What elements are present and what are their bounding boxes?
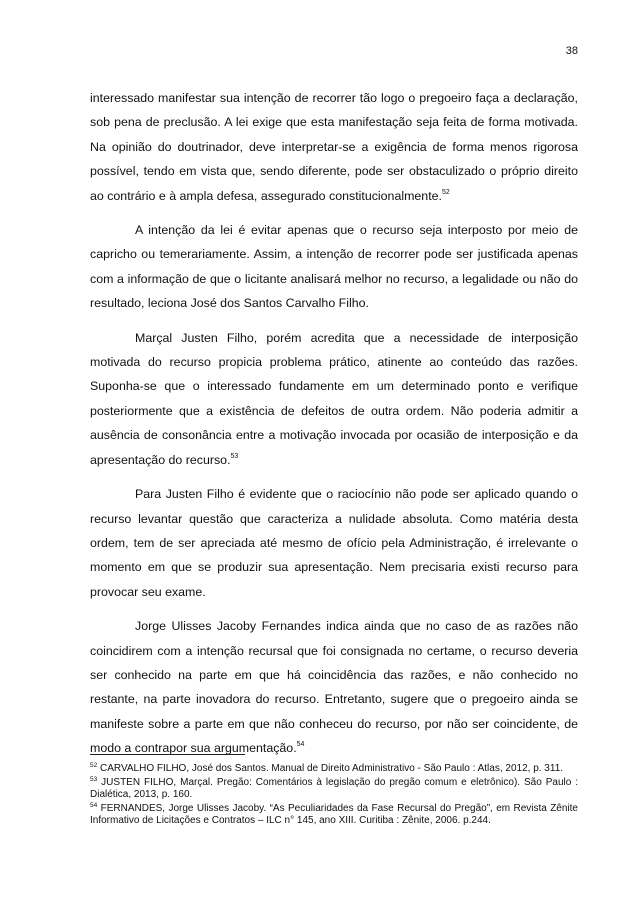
- footnote-52: [90, 763, 578, 776]
- footnote-text: JUSTEN FILHO, Marçal. Pregão: Comentários à legislação do pregão comum e eletrônico). São Paulo : Dialética, 2013, p. 160.: [90, 776, 578, 800]
- footnote-number: 53: [90, 775, 98, 783]
- footnote-number: 52: [90, 762, 98, 769]
- footnotes: [90, 763, 578, 829]
- footnote-54: [90, 803, 578, 828]
- paragraph-5: [90, 614, 578, 760]
- paragraph-1-text: interessado manifestar sua intenção de recorrer tão logo o pregoeiro faça a declaração, sob pena de preclusão. A lei exige que esta manifestação seja feita de forma motivada. Na opinião do doutrinador, deve interpretar-se a exigência de forma menos rigorosa possível, tendo em vista que, sendo diferente, pode ser obstaculizado o próprio direito ao contrário e à ampla defesa, assegurado constitucionalmente.: [90, 91, 578, 203]
- footnote-53: [90, 777, 578, 802]
- paragraph-3-text: Marçal Justen Filho, porém acredita que a necessidade de interposição motivada do recurso propicia problema prático, atinente ao conteúdo das razões. Suponha-se que o interessado fundamente em um determinado ponto e verifique posteriormente que a existência de defeitos de outra ordem. Não poderia admitir a ausência de consonância entre a motivação invocada por ocasião de interposição e da apresentação do recurso.: [90, 330, 578, 467]
- page-number: 38: [565, 45, 578, 57]
- footnote-ref-52: 52: [441, 188, 450, 196]
- paragraph-1: [90, 86, 578, 208]
- footnote-text: FERNANDES, Jorge Ulisses Jacoby. “As Peculiaridades da Fase Recursal do Pregão”, em Revista Zênite Informativo de Licitações e Contratos – ILC n° 145, ano XIII. Curitiba : Zênite, 2006. p.244.: [90, 802, 578, 826]
- body-text: [90, 86, 578, 771]
- paragraph-2-text: A intenção da lei é evitar apenas que o recurso seja interposto por meio de capricho ou temerariamente. Assim, a intenção de recorrer pode ser justificada apenas com a informação de que o licitante analisará melhor no recurso, a legalidade ou não do resultado, leciona José dos Santos Carvalho Filho.: [90, 223, 578, 311]
- footnote-ref-54: 54: [296, 741, 305, 749]
- footnote-number: 54: [90, 801, 98, 809]
- paragraph-4-text: Para Justen Filho é evidente que o raciocínio não pode ser aplicado quando o recurso levantar questão que caracteriza a nulidade absoluta. Como matéria desta ordem, tem de ser apreciada até mesmo de ofício pela Administração, é irrelevante o momento em que se produzir sua apresentação. Nem precisaria existi recurso para provocar seu exame.: [90, 487, 578, 599]
- footnote-text: CARVALHO FILHO, José dos Santos. Manual de Direito Administrativo - São Paulo : Atlas, 2012, p. 311.: [100, 763, 564, 774]
- paragraph-2: [90, 218, 578, 316]
- paragraph-5-text: Jorge Ulisses Jacoby Fernandes indica ainda que no caso de as razões não coincidirem com a intenção recursal que foi consignada no certame, o recurso deveria ser conhecido na parte em que há coincidência das razões, e não conhecido no restante, na parte inovadora do recurso. Entretanto, sugere que o pregoeiro ainda se manifeste sobre a parte em que não conheceu do recurso, por não ser coincidente, de modo a contrapor sua argumentação.: [90, 619, 578, 756]
- paragraph-4: [90, 482, 578, 604]
- footnote-ref-53: 53: [230, 452, 239, 460]
- footnote-divider: [90, 754, 245, 755]
- paragraph-3: [90, 326, 578, 472]
